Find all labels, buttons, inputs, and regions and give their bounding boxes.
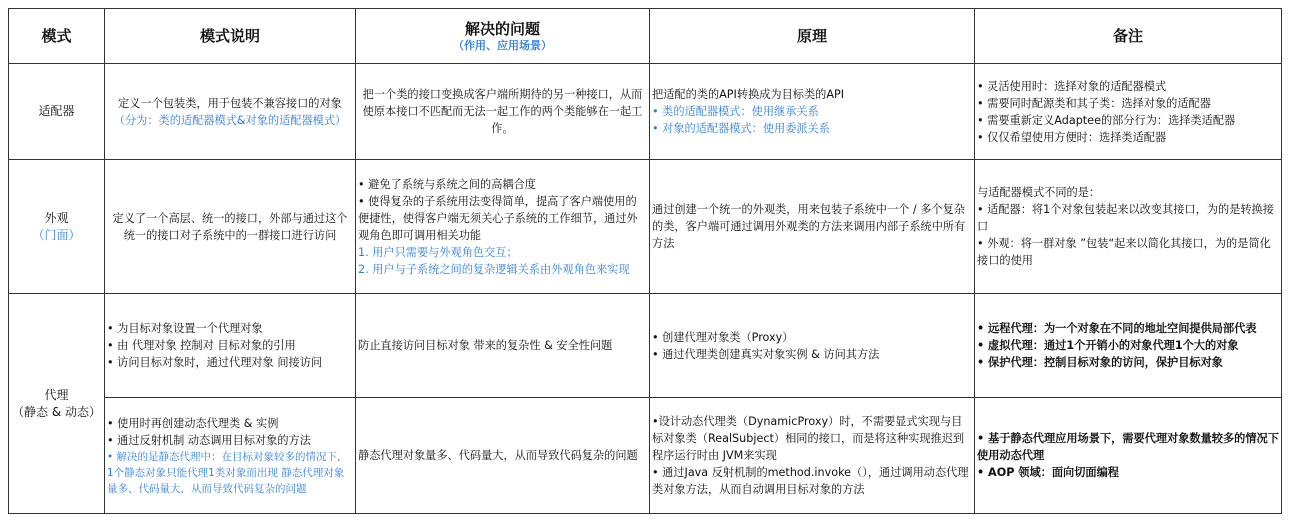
proxy-static-note-1: • 远程代理：为一个对象在不同的地址空间提供局部代表 bbox=[977, 322, 1257, 335]
proxy-dynamic-note bbox=[975, 398, 1282, 514]
adapter-principle-1: 把适配的类的API转换成为目标类的API bbox=[652, 88, 845, 101]
proxy-static-desc-3: • 访问目标对象时，通过代理对象 间接访问 bbox=[107, 356, 323, 369]
row-facade bbox=[9, 160, 1282, 294]
proxy-mode-sub: （静态 & 动态） bbox=[12, 404, 101, 419]
proxy-dynamic-principle bbox=[650, 398, 975, 514]
proxy-dynamic-problem: 静态代理对象量多、代码量大，从而导致代码复杂的问题 bbox=[356, 398, 650, 514]
facade-note bbox=[975, 160, 1282, 294]
facade-mode bbox=[9, 160, 105, 294]
design-pattern-table bbox=[8, 8, 1282, 514]
header-problem-subtitle: （作用、应用场景） bbox=[453, 39, 552, 52]
proxy-dynamic-note-2: • AOP 领域：面向切面编程 bbox=[977, 466, 1119, 479]
facade-mode-title: 外观 bbox=[44, 210, 69, 225]
facade-problem-3: 1. 用户只需要与外观角色交互； bbox=[358, 245, 518, 259]
proxy-dynamic-desc bbox=[105, 398, 356, 514]
facade-problem bbox=[356, 160, 650, 294]
proxy-mode-title: 代理 bbox=[44, 387, 69, 402]
adapter-principle bbox=[650, 64, 975, 160]
proxy-static-note-2: • 虚拟代理：通过1个开销小的对象代理1个大的对象 bbox=[977, 339, 1239, 352]
row-proxy-static bbox=[9, 294, 1282, 398]
facade-note-3: • 外观：将一群对象 ”包装“起来以简化其接口，为的是简化接口的使用 bbox=[977, 237, 1271, 267]
facade-note-1: 与适配器模式不同的是： bbox=[977, 186, 1101, 199]
adapter-desc-main: 定义一个包装类，用于包装不兼容接口的对象 bbox=[118, 96, 342, 110]
adapter-note-1: • 灵活使用时：选择对象的适配器模式 bbox=[977, 79, 1167, 93]
facade-principle: 通过创建一个统一的外观类，用来包装子系统中一个 / 多个复杂的类，客户端可通过调用外观类的方法来调用内部子系统中所有方法 bbox=[650, 160, 975, 294]
adapter-note-4: • 仅仅希望使用方便时：选择类适配器 bbox=[977, 130, 1167, 144]
header-note: 备注 bbox=[975, 9, 1282, 64]
facade-mode-sub: （门面） bbox=[32, 227, 81, 242]
proxy-dynamic-desc-1: • 使用时再创建动态代理类 & 实例 bbox=[107, 416, 279, 430]
adapter-problem: 把一个类的接口变换成客户端所期待的另一种接口，从而使原本接口不匹配而无法一起工作的两个类能够在一起工作。 bbox=[356, 64, 650, 160]
proxy-static-note bbox=[975, 294, 1282, 398]
row-proxy-dynamic bbox=[9, 398, 1282, 514]
proxy-dynamic-desc-2: • 通过反射机制 动态调用目标对象的方法 bbox=[107, 433, 311, 447]
proxy-static-desc-2: • 由 代理对象 控制对 目标对象的引用 bbox=[107, 339, 296, 352]
header-row bbox=[9, 9, 1282, 64]
header-problem-title: 解决的问题 bbox=[464, 20, 540, 38]
proxy-dynamic-desc-3: • 解决的是静态代理中：在目标对象较多的情况下，1个静态对象只能代理1类对象而出现 静态代理对象量多、代码量大，从而导致代码复杂的问题 bbox=[107, 450, 348, 495]
adapter-mode: 适配器 bbox=[9, 64, 105, 160]
facade-note-2: • 适配器：将1个对象包装起来以改变其接口，为的是转换接口 bbox=[977, 203, 1274, 233]
facade-desc: 定义了一个高层、统一的接口，外部与通过这个统一的接口对子系统中的一群接口进行访问 bbox=[105, 160, 356, 294]
proxy-static-principle-2: • 通过代理类创建真实对象实例 & 访问其方法 bbox=[652, 347, 880, 361]
proxy-static-problem: 防止直接访问目标对象 带来的复杂性 & 安全性问题 bbox=[356, 294, 650, 398]
adapter-desc bbox=[105, 64, 356, 160]
header-problem bbox=[356, 9, 650, 64]
proxy-static-principle bbox=[650, 294, 975, 398]
proxy-static-desc bbox=[105, 294, 356, 398]
row-adapter bbox=[9, 64, 1282, 160]
proxy-mode bbox=[9, 294, 105, 514]
facade-problem-4: 2. 用户与子系统之间的复杂逻辑关系由外观角色来实现 bbox=[358, 262, 630, 276]
facade-problem-1: • 避免了系统与系统之间的高耦合度 bbox=[358, 177, 536, 191]
adapter-desc-sub: （分为：类的适配器模式&对象的适配器模式） bbox=[113, 113, 347, 127]
facade-problem-2: • 使得复杂的子系统用法变得简单，提高了客户端使用的便捷性，使得客户端无须关心子系统的工作细节，通过外观角色即可调用相关功能 bbox=[358, 194, 638, 242]
header-principle: 原理 bbox=[650, 9, 975, 64]
adapter-principle-2: • 类的适配器模式：使用继承关系 bbox=[652, 105, 819, 118]
proxy-dynamic-note-1: • 基于静态代理应用场景下，需要代理对象数量较多的情况下使用动态代理 bbox=[977, 432, 1279, 462]
adapter-note-2: • 需要同时配源类和其子类：选择对象的适配器 bbox=[977, 96, 1211, 110]
proxy-static-note-3: • 保护代理：控制目标对象的访问，保护目标对象 bbox=[977, 356, 1223, 369]
proxy-dynamic-principle-1: •设计动态代理类（DynamicProxy）时，不需要显式实现与目标对象类（RealSubject）相同的接口，而是将这种实现推迟到程序运行时由 JVM来实现 bbox=[652, 415, 965, 462]
header-desc: 模式说明 bbox=[105, 9, 356, 64]
adapter-note-3: • 需要重新定义Adaptee的部分行为：选择类适配器 bbox=[977, 113, 1236, 127]
proxy-static-principle-1: • 创建代理对象类（Proxy） bbox=[652, 330, 794, 344]
adapter-note bbox=[975, 64, 1282, 160]
proxy-static-desc-1: • 为目标对象设置一个代理对象 bbox=[107, 322, 263, 335]
header-mode: 模式 bbox=[9, 9, 105, 64]
proxy-dynamic-principle-2: • 通过Java 反射机制的method.invoke（），通过调用动态代理类对象方法，从而自动调用目标对象的方法 bbox=[652, 466, 969, 496]
adapter-principle-3: • 对象的适配器模式：使用委派关系 bbox=[652, 122, 830, 135]
